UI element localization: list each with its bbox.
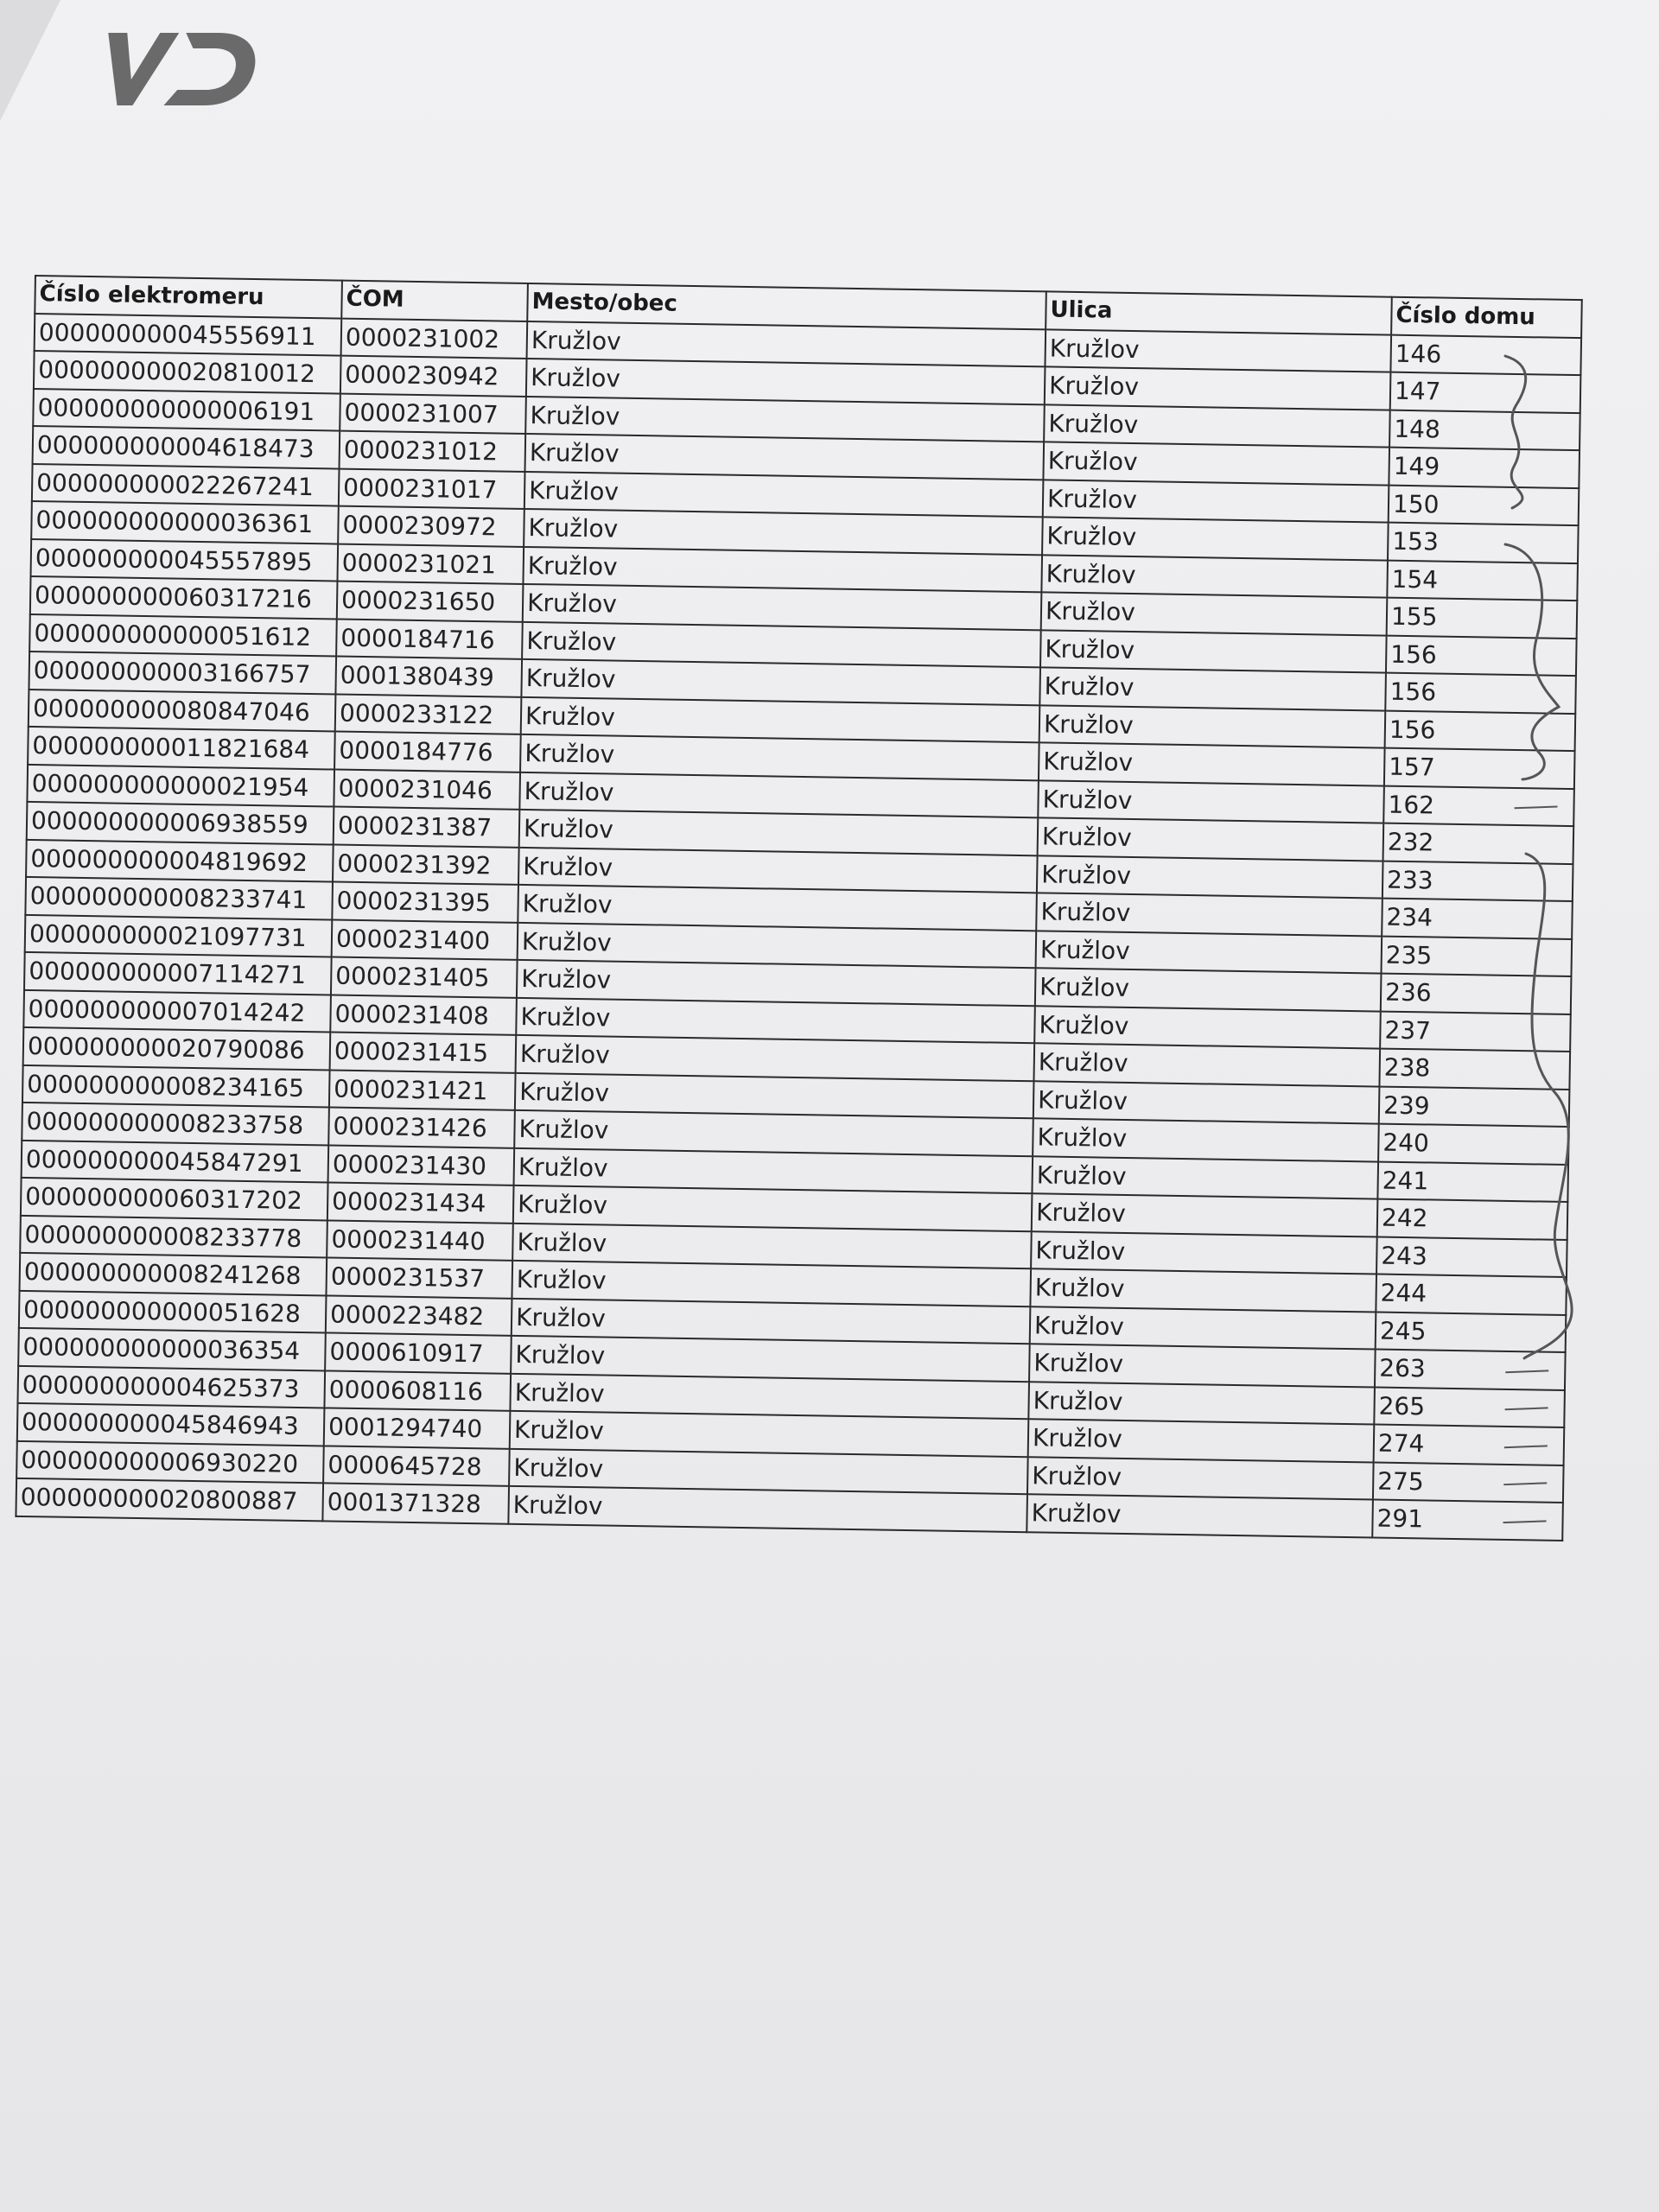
- city-cell: Kružlov: [518, 847, 1038, 893]
- meter-number-cell: 000000000045846943: [17, 1403, 325, 1446]
- document-sheet: [15, 275, 1606, 1541]
- meter-number-cell: 000000000020790086: [23, 1027, 331, 1070]
- com-cell: 0000610917: [325, 1332, 512, 1373]
- meter-number-cell: 000000000008234165: [22, 1065, 330, 1107]
- house-number-cell: 146: [1390, 334, 1581, 375]
- street-cell: Kružlov: [1028, 1419, 1375, 1462]
- house-number-cell: 162: [1383, 785, 1574, 826]
- house-number-cell: 153: [1388, 523, 1579, 563]
- street-cell: Kružlov: [1038, 780, 1384, 823]
- house-number-cell: 291: [1372, 1500, 1563, 1541]
- header-com: ČOM: [341, 281, 528, 321]
- house-number-cell: 239: [1379, 1086, 1570, 1127]
- city-cell: Kružlov: [510, 1411, 1029, 1457]
- meter-number-cell: 000000000045847291: [22, 1140, 329, 1182]
- house-number-cell: 236: [1381, 974, 1572, 1014]
- com-cell: 0000231434: [327, 1182, 514, 1223]
- com-cell: 0000231387: [334, 807, 520, 848]
- meter-number-cell: 000000000080847046: [29, 689, 336, 731]
- house-number-cell: 234: [1382, 899, 1573, 939]
- meter-number-cell: 000000000060317202: [21, 1178, 328, 1220]
- street-cell: Kružlov: [1027, 1494, 1373, 1537]
- street-cell: Kružlov: [1032, 1156, 1378, 1199]
- meter-number-cell: 000000000000036361: [31, 501, 339, 543]
- meter-table: [15, 275, 1582, 1541]
- meter-number-cell: 000000000060317216: [30, 576, 338, 619]
- city-cell: Kružlov: [523, 584, 1042, 630]
- com-cell: 0000231046: [334, 769, 520, 810]
- com-cell: 0000184776: [334, 732, 521, 772]
- street-cell: Kružlov: [1030, 1268, 1376, 1312]
- meter-number-cell: 000000000008233741: [25, 877, 333, 919]
- com-cell: 0000231392: [333, 844, 519, 885]
- house-number-cell: 149: [1389, 448, 1580, 488]
- meter-number-cell: 000000000004819692: [26, 839, 334, 881]
- com-cell: 0001371328: [322, 1483, 509, 1523]
- street-cell: Kružlov: [1042, 517, 1389, 560]
- city-cell: Kružlov: [526, 359, 1046, 404]
- com-cell: 0000231400: [332, 919, 518, 960]
- street-cell: Kružlov: [1043, 442, 1389, 485]
- city-cell: Kružlov: [510, 1373, 1029, 1419]
- com-cell: 0000645728: [323, 1446, 510, 1486]
- street-cell: Kružlov: [1033, 1081, 1380, 1124]
- city-cell: Kružlov: [524, 471, 1044, 517]
- com-cell: 0000231408: [330, 995, 517, 1035]
- com-cell: 0000231405: [331, 957, 518, 997]
- com-cell: 0000184716: [336, 619, 523, 659]
- com-cell: 0000231421: [329, 1070, 516, 1110]
- com-cell: 0000231426: [328, 1107, 515, 1147]
- house-number-cell: 244: [1376, 1274, 1567, 1315]
- city-cell: Kružlov: [524, 509, 1043, 555]
- city-cell: Kružlov: [516, 1035, 1035, 1081]
- com-cell: 0000231012: [340, 431, 526, 472]
- meter-number-cell: 000000000007114271: [24, 952, 332, 995]
- handwritten-dash-mark: [1505, 1408, 1548, 1411]
- city-cell: Kružlov: [521, 696, 1040, 742]
- com-cell: 0000231415: [330, 1032, 517, 1072]
- meter-number-cell: 000000000007014242: [23, 989, 331, 1032]
- city-cell: Kružlov: [522, 621, 1041, 667]
- street-cell: Kružlov: [1031, 1231, 1377, 1274]
- city-cell: Kružlov: [519, 810, 1039, 855]
- street-cell: Kružlov: [1038, 817, 1384, 861]
- city-cell: Kružlov: [512, 1223, 1032, 1268]
- street-cell: Kružlov: [1034, 1006, 1381, 1049]
- city-cell: Kružlov: [519, 772, 1039, 817]
- header-meter-number: Číslo elektromeru: [35, 276, 342, 318]
- city-cell: Kružlov: [508, 1486, 1027, 1532]
- house-number-cell: 242: [1377, 1199, 1568, 1240]
- com-cell: 0001294740: [324, 1408, 511, 1448]
- street-cell: Kružlov: [1041, 592, 1388, 635]
- street-cell: Kružlov: [1033, 1118, 1379, 1161]
- paper-corner-fold: [0, 0, 60, 121]
- com-cell: 0000608116: [324, 1370, 511, 1411]
- com-cell: 0000233122: [335, 694, 522, 734]
- house-number-cell: 235: [1381, 936, 1572, 976]
- com-cell: 0000231430: [328, 1145, 515, 1185]
- city-cell: Kružlov: [512, 1261, 1031, 1306]
- meter-number-cell: 000000000021097731: [25, 914, 333, 957]
- house-number-cell: 156: [1386, 635, 1577, 676]
- city-cell: Kružlov: [514, 1110, 1033, 1156]
- city-cell: Kružlov: [523, 546, 1042, 592]
- city-cell: Kružlov: [517, 960, 1036, 1006]
- house-number-cell: 155: [1387, 598, 1578, 639]
- city-cell: Kružlov: [511, 1336, 1030, 1382]
- city-cell: Kružlov: [518, 885, 1037, 931]
- meter-number-cell: 000000000004618473: [33, 426, 340, 468]
- meter-number-cell: 000000000000021954: [27, 764, 334, 806]
- com-cell: 0000231395: [332, 882, 518, 923]
- street-cell: Kružlov: [1044, 404, 1390, 448]
- city-cell: Kružlov: [513, 1185, 1033, 1231]
- street-cell: Kružlov: [1028, 1382, 1375, 1425]
- com-cell: 0000231440: [327, 1220, 513, 1261]
- meter-number-cell: 000000000045557895: [31, 538, 339, 581]
- street-cell: Kružlov: [1039, 742, 1385, 785]
- city-cell: Kružlov: [514, 1147, 1033, 1193]
- house-number-cell: 147: [1390, 372, 1581, 413]
- meter-number-cell: 000000000003166757: [29, 652, 336, 694]
- handwritten-dash-mark: [1503, 1483, 1547, 1486]
- meter-number-cell: 000000000006930220: [16, 1440, 324, 1483]
- street-cell: Kružlov: [1032, 1193, 1378, 1236]
- house-number-cell: 156: [1385, 673, 1576, 714]
- house-number-cell: 233: [1382, 861, 1573, 901]
- street-cell: Kružlov: [1043, 480, 1389, 523]
- street-cell: Kružlov: [1039, 667, 1386, 710]
- meter-number-cell: 000000000011821684: [28, 727, 335, 769]
- house-number-cell: 237: [1380, 1011, 1571, 1052]
- street-cell: Kružlov: [1037, 855, 1383, 899]
- house-number-cell: 232: [1383, 823, 1574, 864]
- street-cell: Kružlov: [1040, 630, 1387, 673]
- meter-number-cell: 000000000020800887: [16, 1478, 323, 1521]
- house-number-cell: 157: [1384, 748, 1575, 789]
- house-number-cell: 156: [1385, 710, 1576, 751]
- handwritten-dash-mark: [1503, 1520, 1547, 1523]
- com-cell: 0000231021: [337, 543, 524, 584]
- meter-number-cell: 000000000000051612: [29, 613, 337, 656]
- city-cell: Kružlov: [527, 321, 1046, 366]
- house-number-cell: 150: [1389, 485, 1580, 525]
- meter-number-cell: 000000000000036354: [18, 1328, 326, 1370]
- house-number-cell: 263: [1375, 1350, 1566, 1390]
- meter-number-cell: 000000000020810012: [34, 351, 341, 393]
- meter-number-cell: 000000000006938559: [27, 802, 334, 844]
- meter-number-cell: 000000000008241268: [20, 1253, 327, 1295]
- com-cell: 0000230942: [340, 356, 527, 397]
- handwritten-dash-mark: [1504, 1445, 1548, 1448]
- street-cell: Kružlov: [1036, 931, 1382, 974]
- city-cell: Kružlov: [516, 997, 1035, 1043]
- house-number-cell: 240: [1378, 1124, 1569, 1165]
- com-cell: 0000231537: [326, 1257, 512, 1298]
- handwritten-dash-mark: [1515, 806, 1558, 810]
- com-cell: 0000230972: [338, 506, 524, 547]
- com-cell: 0000231002: [341, 318, 528, 359]
- house-number-cell: 275: [1373, 1462, 1564, 1503]
- vsd-logo: [91, 26, 272, 112]
- house-number-cell: 241: [1377, 1161, 1568, 1202]
- city-cell: Kružlov: [521, 659, 1040, 705]
- street-cell: Kružlov: [1027, 1457, 1374, 1500]
- meter-number-cell: 000000000004625373: [17, 1365, 325, 1408]
- header-house-number: Číslo domu: [1391, 297, 1582, 338]
- city-cell: Kružlov: [524, 434, 1044, 480]
- city-cell: Kružlov: [518, 922, 1037, 968]
- street-cell: Kružlov: [1045, 366, 1391, 410]
- com-cell: 0000223482: [326, 1295, 512, 1336]
- city-cell: Kružlov: [509, 1448, 1028, 1494]
- meter-number-cell: 000000000045556911: [35, 314, 342, 356]
- handwritten-dash-mark: [1505, 1370, 1548, 1373]
- city-cell: Kružlov: [515, 1072, 1034, 1118]
- meter-number-cell: 000000000000006191: [33, 388, 340, 430]
- street-cell: Kružlov: [1036, 893, 1382, 936]
- com-cell: 0000231007: [340, 393, 526, 434]
- meter-number-cell: 000000000022267241: [32, 463, 340, 505]
- street-cell: Kružlov: [1035, 968, 1382, 1011]
- city-cell: Kružlov: [525, 396, 1045, 442]
- com-cell: 0000231650: [337, 582, 524, 622]
- city-cell: Kružlov: [512, 1298, 1031, 1344]
- header-city: Mesto/obec: [527, 283, 1046, 329]
- house-number-cell: 238: [1379, 1049, 1570, 1090]
- com-cell: 0000231017: [339, 468, 525, 509]
- house-number-cell: 274: [1374, 1425, 1565, 1465]
- house-number-cell: 148: [1389, 410, 1580, 450]
- com-cell: 0001380439: [335, 657, 522, 697]
- house-number-cell: 245: [1376, 1312, 1567, 1352]
- street-cell: Kružlov: [1039, 705, 1386, 748]
- header-street: Ulica: [1046, 291, 1392, 334]
- house-number-cell: 243: [1376, 1236, 1567, 1277]
- city-cell: Kružlov: [520, 734, 1039, 780]
- house-number-cell: 154: [1387, 560, 1578, 601]
- street-cell: Kružlov: [1033, 1043, 1380, 1086]
- street-cell: Kružlov: [1030, 1306, 1376, 1350]
- meter-number-cell: 000000000008233778: [20, 1215, 327, 1257]
- meter-number-cell: 000000000008233758: [22, 1103, 329, 1145]
- street-cell: Kružlov: [1045, 329, 1391, 372]
- meter-number-cell: 000000000000051628: [19, 1290, 327, 1332]
- street-cell: Kružlov: [1041, 555, 1388, 598]
- table-body: [16, 314, 1581, 1541]
- street-cell: Kružlov: [1029, 1344, 1376, 1387]
- house-number-cell: 265: [1374, 1387, 1565, 1427]
